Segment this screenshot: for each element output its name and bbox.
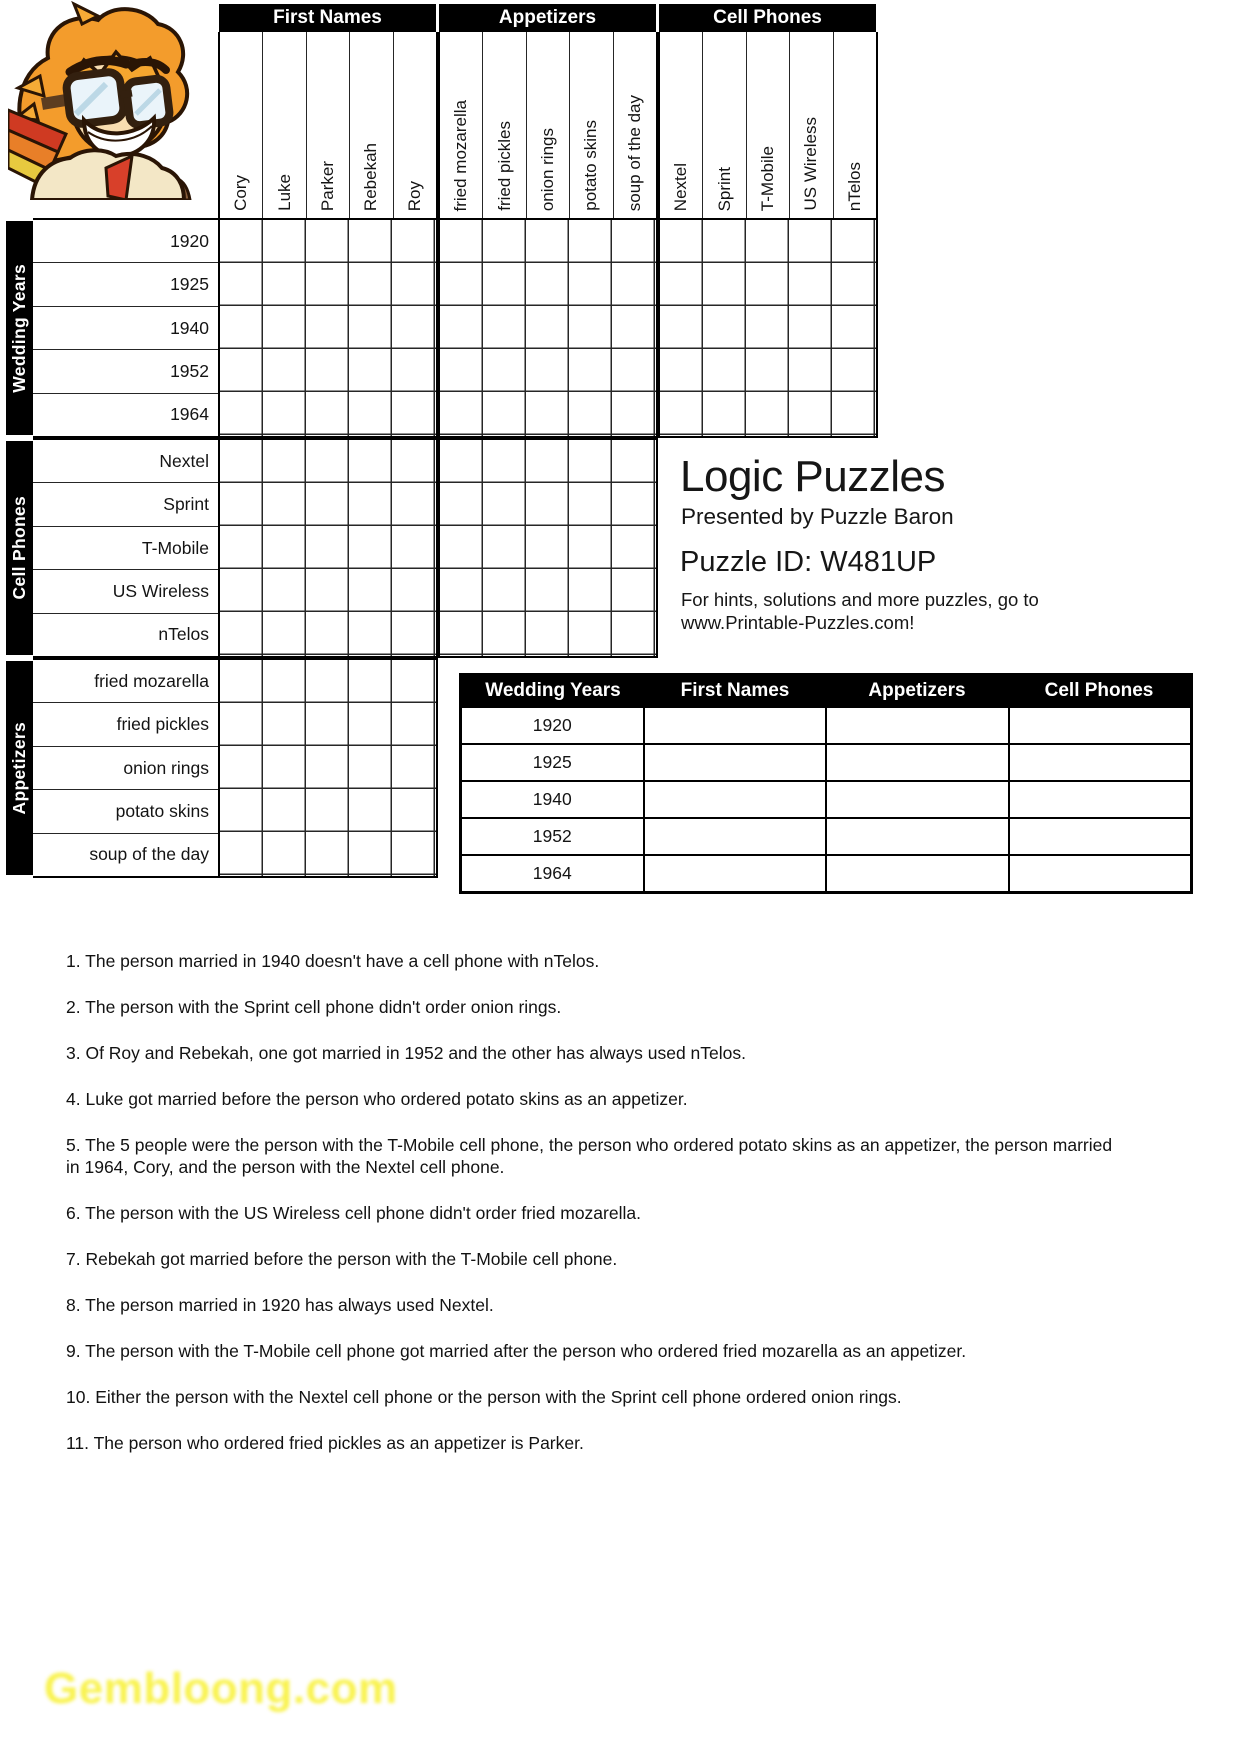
row-label: 1920 [33,220,218,263]
clue-item: 3. Of Roy and Rebekah, one got married in 1952 and the other has always used nTelos. [66,1043,747,1063]
answer-cell-blank [645,745,828,780]
row-label: 1952 [33,350,218,393]
answer-year: 1964 [462,856,645,891]
answer-header-first-names: First Names [680,680,790,701]
hints-url: www.Printable-Puzzles.com! [681,612,915,633]
page-title: Logic Puzzles [680,452,945,501]
row-label: US Wireless [33,570,218,613]
answer-header-wedding-years: Wedding Years [485,680,621,701]
answer-cell-blank [827,856,1010,891]
row-label: potato skins [33,790,218,833]
grid-block-cell-phones-x-first-names [218,438,438,658]
aviator-mascot-illustration [8,0,198,200]
answer-cell-blank [827,819,1010,854]
column-label: onion rings [527,32,570,218]
column-group-header-appetizers [439,4,656,32]
column-label: US Wireless [790,32,833,218]
row-label: onion rings [33,747,218,790]
column-labels-appetizers [438,32,658,218]
answer-cell-blank [645,708,828,743]
answer-cell-blank [645,819,828,854]
column-label: nTelos [844,161,864,211]
column-label: Cory [220,32,263,218]
answer-row [462,780,1190,817]
row-labels-wedding-years [33,218,218,438]
answer-year: 1920 [462,708,645,743]
answer-row [462,854,1190,891]
row-label: soup of the day [89,844,209,865]
row-group-sidebar-wedding-years: Wedding Years [6,221,33,435]
answer-cell-blank [827,708,1010,743]
answer-cell-blank [827,782,1010,817]
column-label: fried pickles [483,32,526,218]
answer-year: 1925 [462,745,645,780]
row-label: fried mozarella [33,660,218,703]
answer-cell-blank [827,745,1010,780]
column-label: Nextel [660,32,703,218]
group-header-label: Appetizers [498,7,597,28]
clue-item: 2. The person with the Sprint cell phone didn't order onion rings. [66,997,562,1017]
row-label: Sprint [33,483,218,526]
answer-row [462,817,1190,854]
clue-item: 6. The person with the US Wireless cell phone didn't order fried mozarella. [66,1203,641,1223]
column-label: Roy [404,180,424,211]
row-labels-appetizers [33,658,218,878]
clue-item: 11. The person who ordered fried pickles as an appetizer is Parker. [66,1433,584,1453]
row-label: T-Mobile [33,527,218,570]
row-label: 1925 [33,263,218,306]
column-label: potato skins [570,32,613,218]
grid-block-wedding-years-x-first-names [218,218,438,438]
clue-list [66,950,1130,1478]
clue-item: 10. Either the person with the Nextel cell phone or the person with the Sprint cell phone ordered onion rings. [66,1387,902,1407]
hints-note [681,588,1039,634]
answer-cell-blank [645,782,828,817]
column-label: Sprint [703,32,746,218]
group-header-label: First Names [273,7,382,28]
row-group-sidebar-appetizers: Appetizers [6,661,33,875]
grid-block-wedding-years-x-appetizers [438,218,658,438]
column-labels-cell-phones [658,32,878,218]
column-label: soup of the day [624,94,644,211]
answer-row [462,743,1190,780]
answer-row [462,706,1190,743]
column-label: T-Mobile [747,32,790,218]
column-label: Luke [263,32,306,218]
answer-table [459,673,1193,894]
clue-item: 4. Luke got married before the person who ordered potato skins as an appetizer. [66,1089,688,1109]
row-label: 1964 [170,404,209,425]
hints-line: For hints, solutions and more puzzles, go to [681,589,1039,610]
page-subtitle: Presented by Puzzle Baron [681,504,954,529]
watermark: Gembloong.com [44,1664,398,1713]
column-labels-first-names [218,32,438,218]
answer-cell-blank [1010,745,1191,780]
answer-table-header [462,676,1190,706]
clue-item: 8. The person married in 1920 has always used Nextel. [66,1295,494,1315]
answer-cell-blank [1010,708,1191,743]
clue-item: 7. Rebekah got married before the person with the T-Mobile cell phone. [66,1249,618,1269]
answer-cell-blank [1010,856,1191,891]
clue-item: 1. The person married in 1940 doesn't have a cell phone with nTelos. [66,951,600,971]
answer-cell-blank [1010,819,1191,854]
answer-year: 1952 [462,819,645,854]
row-label: nTelos [158,624,209,645]
column-group-header-cell-phones [659,4,876,32]
answer-header-cell-phones: Cell Phones [1044,680,1154,701]
row-group-sidebar-cell-phones: Cell Phones [6,441,33,655]
grid-block-cell-phones-x-appetizers [438,438,658,658]
column-label: Rebekah [350,32,393,218]
row-label: 1940 [33,307,218,350]
answer-cell-blank [1010,782,1191,817]
answer-cell-blank [645,856,828,891]
row-label: fried pickles [33,703,218,746]
column-label: Parker [307,32,350,218]
answer-header-appetizers: Appetizers [868,680,966,701]
row-label: Nextel [33,440,218,483]
column-label: fried mozarella [440,32,483,218]
grid-block-wedding-years-x-cell-phones [658,218,878,438]
answer-year: 1940 [462,782,645,817]
group-header-label: Cell Phones [713,7,822,28]
column-group-header-first-names [219,4,436,32]
row-labels-cell-phones [33,438,218,658]
puzzle-id: Puzzle ID: W481UP [680,546,937,578]
grid-block-appetizers-x-first-names [218,658,438,878]
clue-item: 9. The person with the T-Mobile cell phone got married after the person who ordered fried mozarella as an appetizer. [66,1341,967,1361]
clue-item: 5. The 5 people were the person with the T-Mobile cell phone, the person who ordered potato skins as an appetizer, the person married in 1964, Cory, and the person with the Nextel cell phone. [66,1135,1113,1177]
